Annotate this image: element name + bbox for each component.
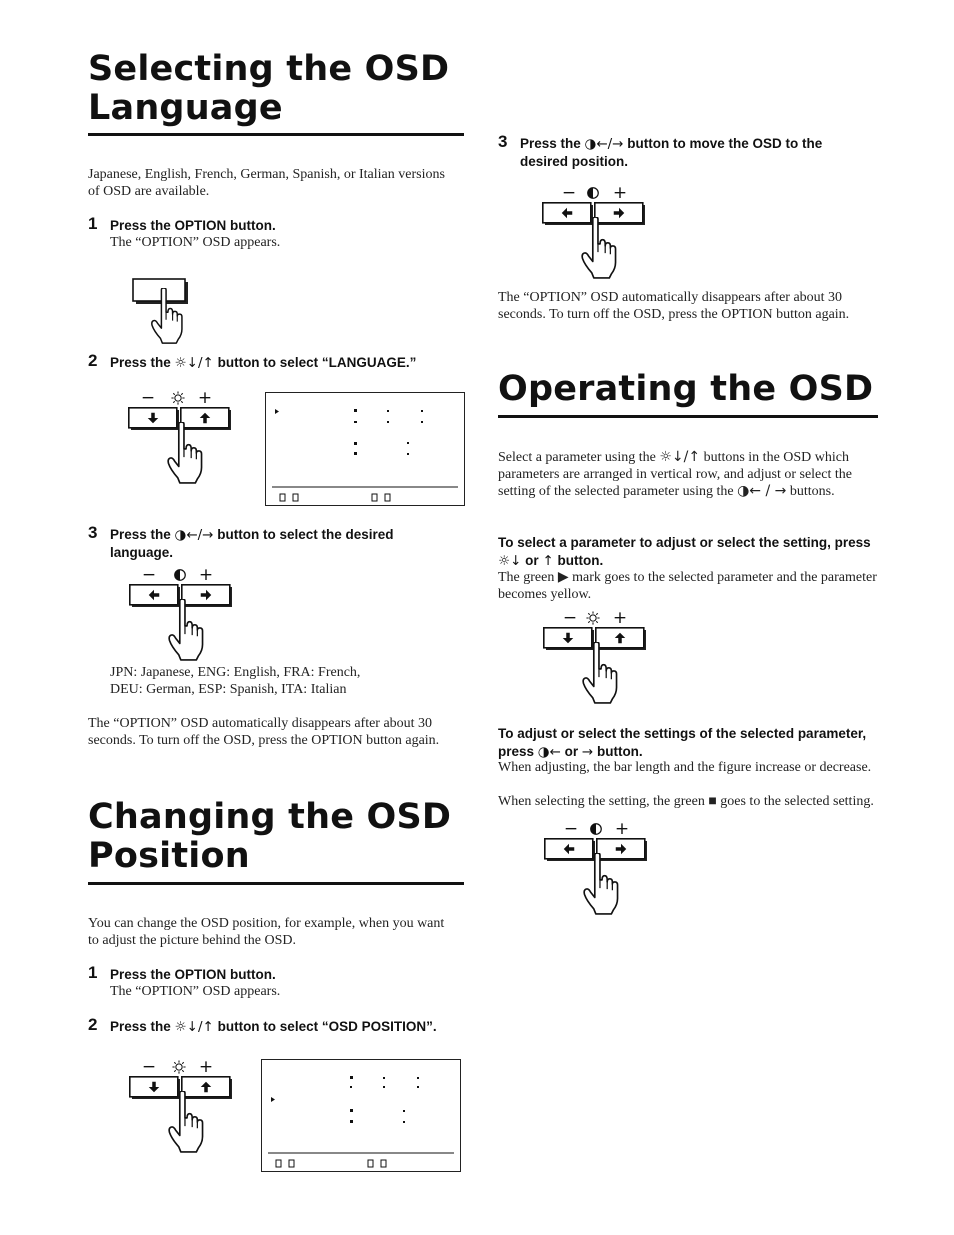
- contrast-buttons-illustration: [128, 565, 236, 663]
- svg-text:+: +: [612, 608, 628, 628]
- step-title: Press the ◑←/→ button to select the desired language.: [110, 527, 394, 560]
- svg-text:+: +: [198, 1057, 214, 1077]
- svg-text:−: −: [141, 1057, 157, 1077]
- step-number: 1: [88, 963, 98, 982]
- brightness-buttons-illustration: [128, 1057, 236, 1155]
- language-codes-line: JPN: Japanese, ENG: English, FRA: French,: [110, 665, 361, 680]
- title-rule: [498, 415, 878, 418]
- svg-text:−: −: [563, 819, 579, 839]
- brightness-arrows-icon: ☼↓/↑: [174, 355, 214, 371]
- right-arrow-icon: →: [581, 744, 594, 760]
- brightness-arrows-icon: ☼↓/↑: [659, 449, 701, 465]
- intro-text: Japanese, English, French, German, Spanish, or Italian versions of OSD are available.: [88, 167, 445, 199]
- svg-text:+: +: [612, 183, 628, 203]
- contrast-buttons-illustration: [543, 819, 651, 917]
- step-title: Press the OPTION button.: [110, 967, 276, 982]
- body-paragraph: When selecting the setting, the green ■ goes to the selected setting.: [498, 794, 874, 809]
- step-subtext: The “OPTION” OSD appears.: [110, 235, 281, 250]
- step-title: Press the ◑←/→ button to move the OSD to the desired position.: [520, 136, 823, 169]
- option-button-illustration: [130, 276, 200, 346]
- step-number: 1: [88, 214, 98, 233]
- contrast-arrows-icon: ◑←/→: [584, 136, 624, 152]
- contrast-arrows-icon: ◑←/→: [174, 527, 214, 543]
- osd-menu-screen: [261, 1059, 461, 1172]
- svg-text:−: −: [140, 388, 156, 408]
- svg-text:−: −: [561, 183, 577, 203]
- step-number: 2: [88, 351, 98, 370]
- footer-note: The “OPTION” OSD automatically disappears after about 30 seconds. To turn off the OSD, press the OPTION button again.: [88, 716, 440, 748]
- osd-menu-screen: [265, 392, 465, 506]
- svg-text:−: −: [562, 608, 578, 628]
- brightness-arrows-icon: ☼↓/↑: [174, 1019, 214, 1035]
- intro-text: Select a parameter using the ☼↓/↑ buttons in the OSD which parameters are arranged in vertical row, and adjust or select the setting of the selected parameter using the ◑← / → buttons.: [498, 449, 852, 499]
- step-title: Press the OPTION button.: [110, 218, 276, 233]
- title-rule: [88, 133, 464, 136]
- step-title: Press the ☼↓/↑ button to select “OSD POSITION”.: [110, 1019, 437, 1035]
- subheading: To adjust or select the settings of the selected parameter, press ◑← or → button.: [498, 726, 867, 760]
- contrast-buttons-illustration: [541, 183, 649, 281]
- contrast-left-icon: ◑←: [537, 744, 561, 760]
- step-subtext: The “OPTION” OSD appears.: [110, 984, 281, 999]
- body-paragraph: The green ▶ mark goes to the selected parameter and the parameter becomes yellow.: [498, 570, 877, 602]
- subheading: To select a parameter to adjust or select the setting, press ☼↓ or ↑ button.: [498, 535, 871, 569]
- up-arrow-icon: ↑: [542, 553, 554, 569]
- step-number: 2: [88, 1015, 98, 1034]
- section-title-position: Changing the OSD Position: [88, 797, 452, 876]
- step-title: Press the ☼↓/↑ button to select “LANGUAGE.”: [110, 355, 417, 371]
- svg-text:+: +: [198, 565, 214, 585]
- language-codes-line: DEU: German, ESP: Spanish, ITA: Italian: [110, 682, 347, 697]
- brightness-buttons-illustration: [542, 608, 650, 706]
- brightness-down-icon: ☼↓: [498, 553, 522, 569]
- brightness-buttons-illustration: [127, 388, 235, 486]
- footer-note: The “OPTION” OSD automatically disappears after about 30 seconds. To turn off the OSD, press the OPTION button again.: [498, 290, 850, 322]
- body-paragraph: When adjusting, the bar length and the figure increase or decrease.: [498, 760, 872, 775]
- step-number: 3: [88, 523, 98, 542]
- section-title-operating: Operating the OSD: [498, 369, 874, 409]
- intro-text: You can change the OSD position, for example, when you want to adjust the picture behind the OSD.: [88, 916, 445, 948]
- section-title-language: Selecting the OSD Language: [88, 49, 450, 128]
- svg-text:+: +: [197, 388, 213, 408]
- contrast-arrows-icon: ◑← / →: [737, 483, 787, 499]
- title-rule: [88, 882, 464, 885]
- svg-text:+: +: [614, 819, 630, 839]
- step-number: 3: [498, 132, 508, 151]
- svg-text:−: −: [141, 565, 157, 585]
